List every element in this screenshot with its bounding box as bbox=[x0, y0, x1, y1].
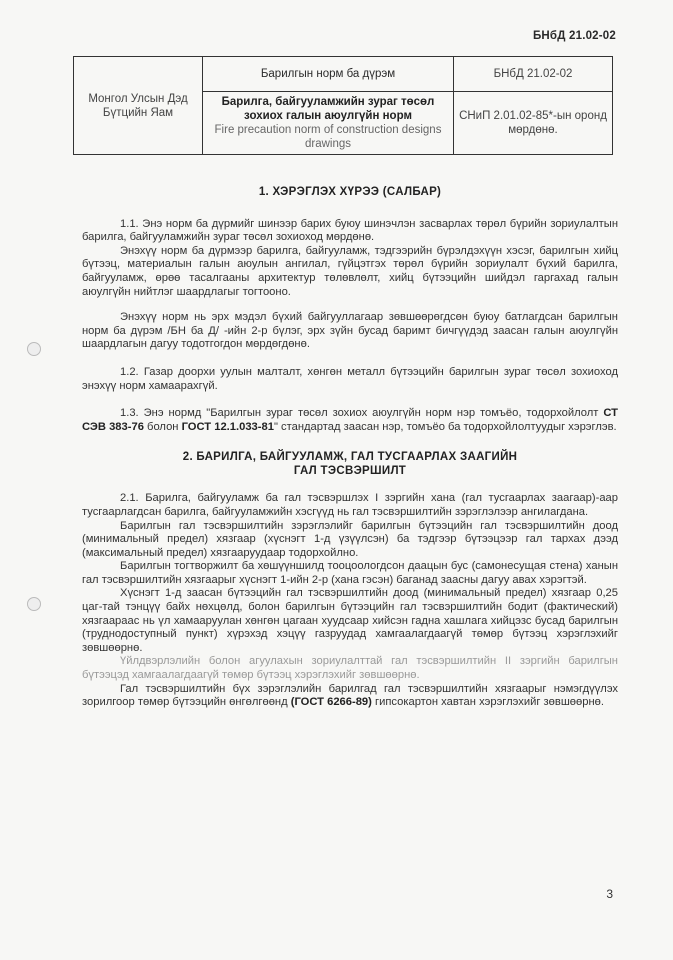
paragraph bbox=[82, 407, 618, 434]
replaces-cell: СНиП 2.01.02-85*-ын оронд мөрдөнө. bbox=[454, 92, 613, 155]
section-2-title-line: 2. БАРИЛГА, БАЙГУУЛАМЖ, ГАЛ ТУСГААРЛАХ ЗААГИЙН bbox=[182, 451, 518, 464]
text: гипсокартон хавтан хэрэглэхийг зөвшөөрнө. bbox=[371, 696, 604, 709]
text: болон bbox=[143, 420, 182, 433]
paragraph: Барилгын тогтворжилт ба хөшүүншилд тооцоологдсон даацын бус (самонесущая стена) ханын гал тэсвэршилтийн хязгаарыг хүснэгт 1-ийн 2-р (хана гэсэн) баганад заасны дагуу авах хэрэгтэй. bbox=[82, 560, 618, 586]
page-number: 3 bbox=[606, 887, 613, 901]
paragraph: 1.2. Газар доорхи уулын малталт, хөнгөн металл бүтээцийн барилгын зураг төсөл зохиоход энэхүү норм хамаарахгүй. bbox=[82, 365, 618, 392]
code-cell: БНбД 21.02-02 bbox=[454, 57, 613, 92]
standard-ref: (ГОСТ 6266-89) bbox=[290, 696, 372, 709]
title-cell bbox=[203, 92, 454, 155]
document-body bbox=[82, 186, 618, 710]
section-2-title-line: ГАЛ ТЭСВЭРШИЛТ bbox=[293, 465, 407, 478]
paragraph: Барилгын гал тэсвэршилтийн зэрэглэлийг барилгын бүтээцийн гал тэсвэршилтийн доод (минимальный предел) хязгаар (хүснэгт 1-д үзүүлсэн) ба тэдгээр бүтээцээр гал тархах дээд (максимальный предел) хязгааруудаар тодорхойлно. bbox=[82, 519, 618, 559]
paragraph: Энэхүү норм нь эрх мэдэл бүхий байгууллагаар зөвшөөрөгдсөн буюу батлагдсан барилгын норм ба дүрэм /БН ба Д/ -ийн 2-р бүлэг, эрх зүйн бусад баримт бичгүүдэд заасан галын аюулгүйн шаардлагын дагуу тодотгогдон мөрдөгдөнө. bbox=[82, 311, 618, 351]
paragraph: Энэхүү норм ба дүрмээр барилга, байгууламж, тэдгээрийн бүрэлдэхүүн хэсэг, барилгын хийц бүтээц, материалын галын аюулын ангилал, гүйцэтгэх төрөл бүрийн зориулалт бүхий барилга, байгууламж, өрөө тасалгааны архитектур төлөвлөлт, хийц бүтээцийн шийдэл гаргахад галын аюулгүйн нийтлэг шаардлагыг тогтооно. bbox=[82, 244, 618, 298]
text: Гал тэсвэршилтийн бүх зэрэглэлийн барилгад гал тэсвэршилтийн хязгаарыг нэмэгдүүлэх зорилгоор төмөр бүтээцийн өнгөлгөөнд bbox=[82, 682, 618, 709]
header-table bbox=[73, 56, 613, 155]
title-en: Fire precaution norm of construction designs drawings bbox=[214, 124, 442, 150]
punch-hole bbox=[27, 597, 41, 611]
standard-ref: ГОСТ 12.1.033-81 bbox=[181, 420, 274, 433]
standard-ref: СТ СЭВ 383-76 bbox=[82, 407, 618, 433]
org-cell: Монгол Улсын Дэд Бүтцийн Яам bbox=[74, 57, 203, 155]
paragraph: Хүснэгт 1-д заасан бүтээцийн гал тэсвэршилтийн доод (минимальный предел) хязгаар 0,25 цаг-тай тэнцүү байх нөхцөлд, болон барилгын бүтээцийн гал тэсвэршилтийн бодит (фактический) хязгаараас нь үл хамааруулан хөнгөн цагаан хуудсаар хийсэн гадна хашлага хийцэзс бусад барилгын (труднодоступный пункт) хүрэхэд хэцүү газруудад хамгаалагдаагүй төмөр бүтээц хэрэглэхийг зөвшөөрнө. bbox=[82, 587, 618, 654]
title-mn: Барилга, байгууламжийн зураг төсөл зохиох галын аюулгүйн норм bbox=[221, 96, 435, 122]
category-cell: Барилгын норм ба дүрэм bbox=[203, 57, 454, 92]
punch-hole bbox=[27, 342, 41, 356]
text: " стандартад заасан нэр, томъёо ба тодорхойлолтуудыг хэрэглэв. bbox=[273, 420, 617, 433]
document-code: БНбД 21.02-02 bbox=[532, 30, 616, 42]
paragraph: 2.1. Барилга, байгууламж ба гал тэсвэршлэх I зэргийн хана (гал тусгаарлах заагаар)-аар тусгаарлагдсан барилга, байгууламжийн хэсгүүд нь гал тэсвэршилтийн зэрэглэлээр ангилагдана. bbox=[82, 492, 618, 518]
section-1-title: 1. ХЭРЭГЛЭХ ХҮРЭЭ (САЛБАР) bbox=[258, 186, 442, 198]
paragraph: 1.1. Энэ норм ба дүрмийг шинээр барих буюу шинэчлэн засварлах төрөл бүрийн зориулалтын барилга, байгууламжийн зураг төсөл зохиоход мөрдөнө. bbox=[82, 217, 618, 244]
paragraph: Үйлдвэрлэлийн болон агуулахын зориулалттай гал тэсвэршилтийн II зэргийн барилгын бүтээцэд хамгаалагдаагүй төмөр бүтээц хэрэглэхийг зөвшөөрнө. bbox=[82, 655, 618, 682]
section-2-title bbox=[82, 450, 618, 478]
text: 1.3. Энэ нормд "Барилгын зураг төсөл зохиох аюулгүйн норм нэр томъёо, тодорхойлолт bbox=[120, 407, 604, 420]
paragraph bbox=[82, 683, 618, 710]
